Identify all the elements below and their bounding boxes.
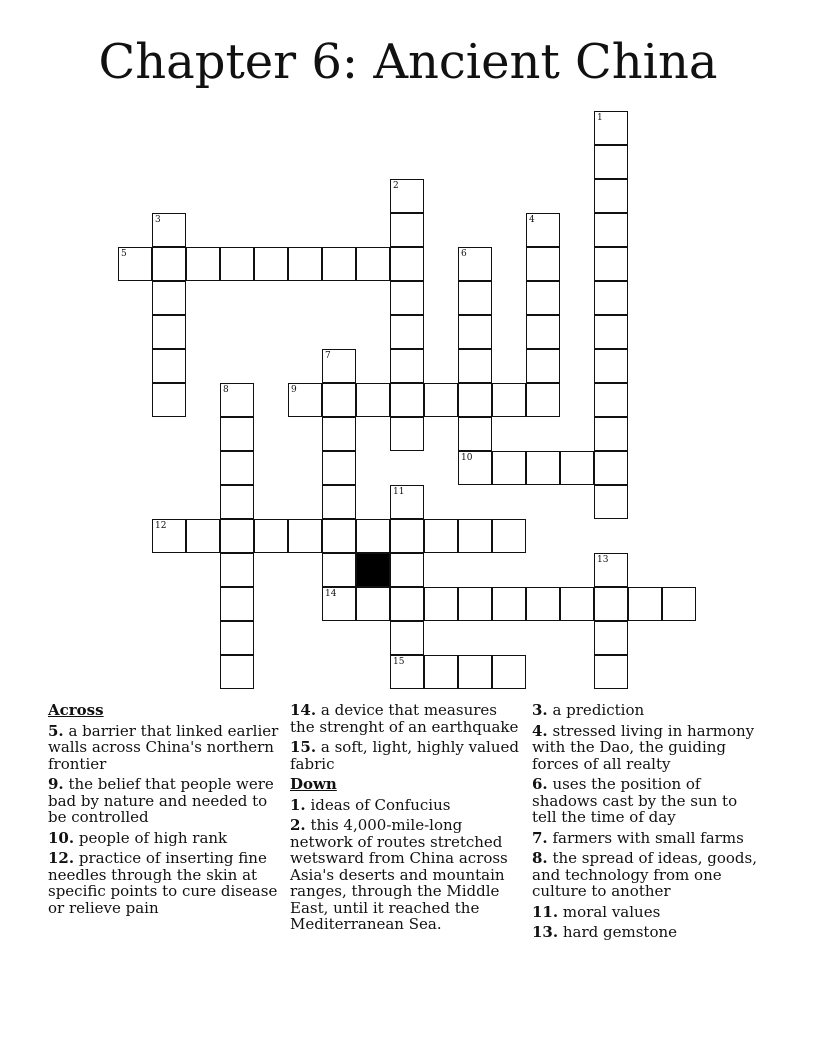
grid-cell[interactable] [458,383,492,417]
clues-column-3 [532,702,764,945]
clue-text: a soft, light, highly valued fabric [290,738,519,773]
grid-cell[interactable] [390,247,424,281]
grid-cell[interactable] [594,451,628,485]
grid-cell[interactable] [152,383,186,417]
grid-cell[interactable] [458,247,492,281]
clue-number: 9 [291,385,297,395]
grid-cell[interactable] [220,451,254,485]
grid-cell[interactable] [390,485,424,519]
clue-number: 15. [290,738,317,756]
down-heading: Down [290,775,337,793]
grid-cell[interactable] [458,587,492,621]
clue-number: 7 [325,351,331,361]
grid-cell[interactable] [288,519,322,553]
clue-number: 10. [48,828,75,847]
grid-cell[interactable] [356,247,390,281]
grid-cell[interactable] [594,417,628,451]
clue-item [532,924,764,941]
grid-cell[interactable] [152,349,186,383]
clue-item [48,723,280,773]
black-square [356,553,390,587]
grid-cell[interactable] [186,247,220,281]
clue-item [532,904,764,921]
grid-cell[interactable] [458,451,492,485]
grid-cell[interactable] [424,587,458,621]
clue-item [290,817,522,933]
clue-text: a barrier that linked earlier walls across China's northern frontier [48,721,279,773]
grid-cell[interactable] [356,519,390,553]
grid-cell[interactable] [152,213,186,247]
grid-cell[interactable] [662,587,696,621]
page-title: Chapter 6: Ancient China [98,34,718,90]
clue-text: hard gemstone [562,923,678,941]
clue-number: 7. [532,828,548,847]
grid-cell[interactable] [220,519,254,553]
grid-cell[interactable] [220,655,254,689]
grid-cell[interactable] [458,519,492,553]
grid-cell[interactable] [526,281,560,315]
grid-cell[interactable] [526,587,560,621]
grid-cell[interactable] [322,417,356,451]
clue-text: farmers with small farms [552,828,744,847]
clue-text: the belief that people were bad by nature and needed to be controlled [48,775,274,826]
clue-number: 12. [48,849,75,867]
grid-cell[interactable] [560,451,594,485]
grid-cell[interactable] [594,553,628,587]
clue-text: a device that measures the strenght of an earthquake [290,701,519,736]
grid-cell[interactable] [458,417,492,451]
grid-cell[interactable] [220,587,254,621]
clue-text: people of high rank [78,828,228,847]
clue-number: 3. [532,701,548,719]
grid-cell[interactable] [152,315,186,349]
clue-item [532,776,764,826]
grid-cell[interactable] [322,485,356,519]
grid-cell[interactable] [594,111,628,145]
grid-cell[interactable] [322,587,356,621]
grid-cell[interactable] [356,587,390,621]
clue-number: 14. [290,701,317,719]
grid-cell[interactable] [322,383,356,417]
grid-cell[interactable] [458,349,492,383]
grid-cell[interactable] [594,247,628,281]
clue-item [48,776,280,826]
grid-cell[interactable] [594,281,628,315]
grid-cell[interactable] [594,485,628,519]
grid-cell[interactable] [390,281,424,315]
grid-cell[interactable] [526,451,560,485]
clue-item [532,830,764,847]
grid-cell[interactable] [594,621,628,655]
grid-cell[interactable] [492,587,526,621]
clue-text: practice of inserting fine needles through the skin at specific points to cure disease or relieve pain [48,849,278,917]
clue-number: 9. [48,775,64,793]
clue-text: ideas of Confucius [310,795,451,814]
grid-cell[interactable] [152,519,186,553]
clues-column-1 [48,702,280,920]
clue-number: 14 [325,589,337,599]
clue-number: 5 [121,249,127,259]
clue-item [290,739,522,772]
grid-cell[interactable] [186,519,220,553]
grid-cell[interactable] [322,349,356,383]
clue-number: 13 [597,555,609,565]
grid-cell[interactable] [458,315,492,349]
grid-cell[interactable] [390,621,424,655]
grid-cell[interactable] [390,553,424,587]
grid-cell[interactable] [220,247,254,281]
clue-item [532,850,764,900]
grid-cell[interactable] [594,179,628,213]
clue-text: this 4,000-mile-long network of routes stretched wetsward from China across Asia's deserts and mountain ranges, through the Middle East, until it reached the Mediterranean Sea. [290,816,508,933]
clue-item [532,723,764,773]
grid-cell[interactable] [254,247,288,281]
clue-item [48,830,280,847]
clue-item [532,702,764,719]
clue-number: 2 [393,181,399,191]
grid-cell[interactable] [390,417,424,451]
grid-cell[interactable] [594,383,628,417]
grid-cell[interactable] [322,451,356,485]
grid-cell[interactable] [424,383,458,417]
grid-cell[interactable] [322,553,356,587]
grid-cell[interactable] [492,383,526,417]
grid-cell[interactable] [390,179,424,213]
clue-text: uses the position of shadows cast by the sun to tell the time of day [532,775,738,826]
grid-cell[interactable] [594,655,628,689]
grid-cell[interactable] [492,451,526,485]
grid-cell[interactable] [458,281,492,315]
clue-number: 8 [223,385,229,395]
clues-column-2 [290,702,522,937]
grid-cell[interactable] [322,247,356,281]
grid-cell[interactable] [390,213,424,247]
grid-cell[interactable] [526,247,560,281]
grid-cell[interactable] [390,519,424,553]
clue-number: 1 [597,113,603,123]
grid-cell[interactable] [390,587,424,621]
clue-number: 2. [290,816,306,834]
grid-cell[interactable] [424,655,458,689]
grid-cell[interactable] [390,315,424,349]
clue-number: 6 [461,249,467,259]
clue-item [48,850,280,916]
grid-cell[interactable] [356,383,390,417]
grid-cell[interactable] [152,281,186,315]
clue-number: 4. [532,721,548,740]
clue-number: 6. [532,775,548,793]
grid-cell[interactable] [560,587,594,621]
grid-cell[interactable] [628,587,662,621]
clue-number: 5. [48,721,64,740]
grid-cell[interactable] [492,655,526,689]
grid-cell[interactable] [424,519,458,553]
clue-number: 11. [532,902,559,921]
grid-cell[interactable] [492,519,526,553]
grid-cell[interactable] [220,383,254,417]
grid-cell[interactable] [594,213,628,247]
clue-number: 15 [393,657,405,667]
clue-number: 12 [155,521,167,531]
clue-text: the spread of ideas, goods, and technology from one culture to another [532,849,757,900]
clue-text: stressed living in harmony with the Dao, the guiding forces of all realty [532,721,755,773]
clue-number: 1. [290,795,306,814]
grid-cell[interactable] [288,383,322,417]
clue-item [290,702,522,735]
grid-cell[interactable] [594,315,628,349]
clue-number: 4 [529,215,535,225]
grid-cell[interactable] [220,553,254,587]
grid-cell[interactable] [526,213,560,247]
grid-cell[interactable] [220,485,254,519]
grid-cell[interactable] [220,417,254,451]
grid-cell[interactable] [322,519,356,553]
grid-cell[interactable] [526,315,560,349]
grid-cell[interactable] [288,247,322,281]
grid-cell[interactable] [526,383,560,417]
clue-text: a prediction [552,701,645,719]
clue-number: 13. [532,923,559,941]
grid-cell[interactable] [390,655,424,689]
grid-cell[interactable] [254,519,288,553]
grid-cell[interactable] [594,349,628,383]
grid-cell[interactable] [390,349,424,383]
grid-cell[interactable] [390,383,424,417]
grid-cell[interactable] [594,587,628,621]
clue-number: 11 [393,487,405,497]
clue-number: 10 [461,453,473,463]
grid-cell[interactable] [220,621,254,655]
grid-cell[interactable] [118,247,152,281]
grid-cell[interactable] [594,145,628,179]
clue-number: 8. [532,849,548,867]
across-heading: Across [48,701,104,719]
grid-cell[interactable] [458,655,492,689]
grid-cell[interactable] [526,349,560,383]
clue-text: moral values [562,902,661,921]
clue-item [290,797,522,814]
grid-cell[interactable] [152,247,186,281]
clue-number: 3 [155,215,161,225]
